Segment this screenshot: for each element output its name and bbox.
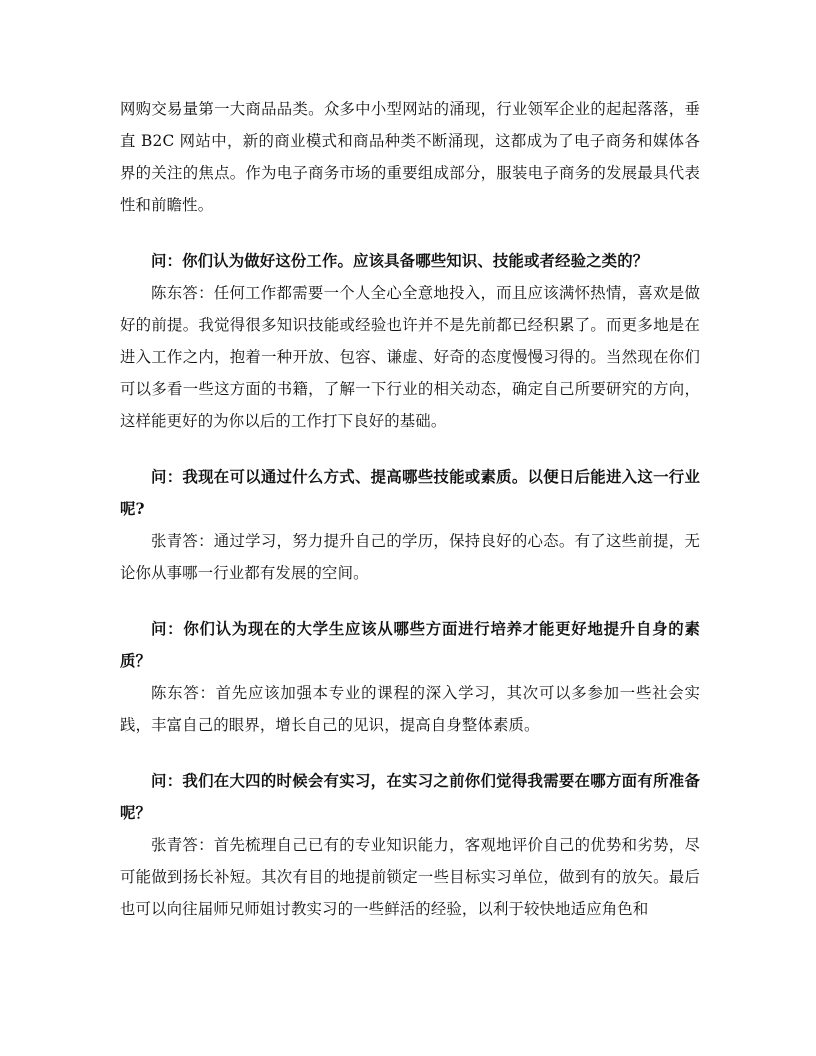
question-4: 问：我们在大四的时候会有实习，在实习之前你们觉得我需要在哪方面有所准备呢？ [120,772,700,822]
question-1: 问：你们认为做好这份工作。应该具备哪些知识、技能或者经验之类的？ [151,252,649,270]
question-3: 问：你们认为现在的大学生应该从哪些方面进行培养才能更好地提升自身的素质？ [120,620,700,670]
answer-2: 张青答：通过学习，努力提升自己的学历，保持良好的心态。有了这些前提，无论你从事哪一行业都有发展的空间。 [120,532,700,582]
answer-3: 陈东答：首先应该加强本专业的课程的深入学习，其次可以多参加一些社会实践，丰富自己的眼界，增长自己的见识，提高自身整体素质。 [120,684,700,734]
answer-4: 张青答：首先梳理自己已有的专业知识能力，客观地评价自己的优势和劣势，尽可能做到扬长补短。其次有目的地提前锁定一些目标实习单位，做到有的放矢。最后也可以向往届师兄师姐讨教实习的一些鲜活的经验，以利于较快地适应角色和 [120,836,700,918]
intro-paragraph: 网购交易量第一大商品品类。众多中小型网站的涌现，行业领军企业的起起落落，垂直 B2C 网站中，新的商业模式和商品种类不断涌现，这都成为了电子商务和媒体各界的关注的焦点。作为电子商务市场的重要组成部分，服装电子商务的发展最具代表性和前瞻性。 [120,100,700,214]
answer-1: 陈东答：任何工作都需要一个人全心全意地投入，而且应该满怀热情，喜欢是做好的前提。我觉得很多知识技能或经验也许并不是先前都已经积累了。而更多地是在进入工作之内，抱着一种开放、包容、谦虚、好奇的态度慢慢习得的。当然现在你们可以多看一些这方面的书籍，了解一下行业的相关动态，确定自己所要研究的方向，这样能更好的为你以后的工作打下良好的基础。 [120,284,700,430]
question-2: 问：我现在可以通过什么方式、提高哪些技能或素质。以便日后能进入这一行业呢? [120,468,700,518]
document-body [120,93,700,925]
